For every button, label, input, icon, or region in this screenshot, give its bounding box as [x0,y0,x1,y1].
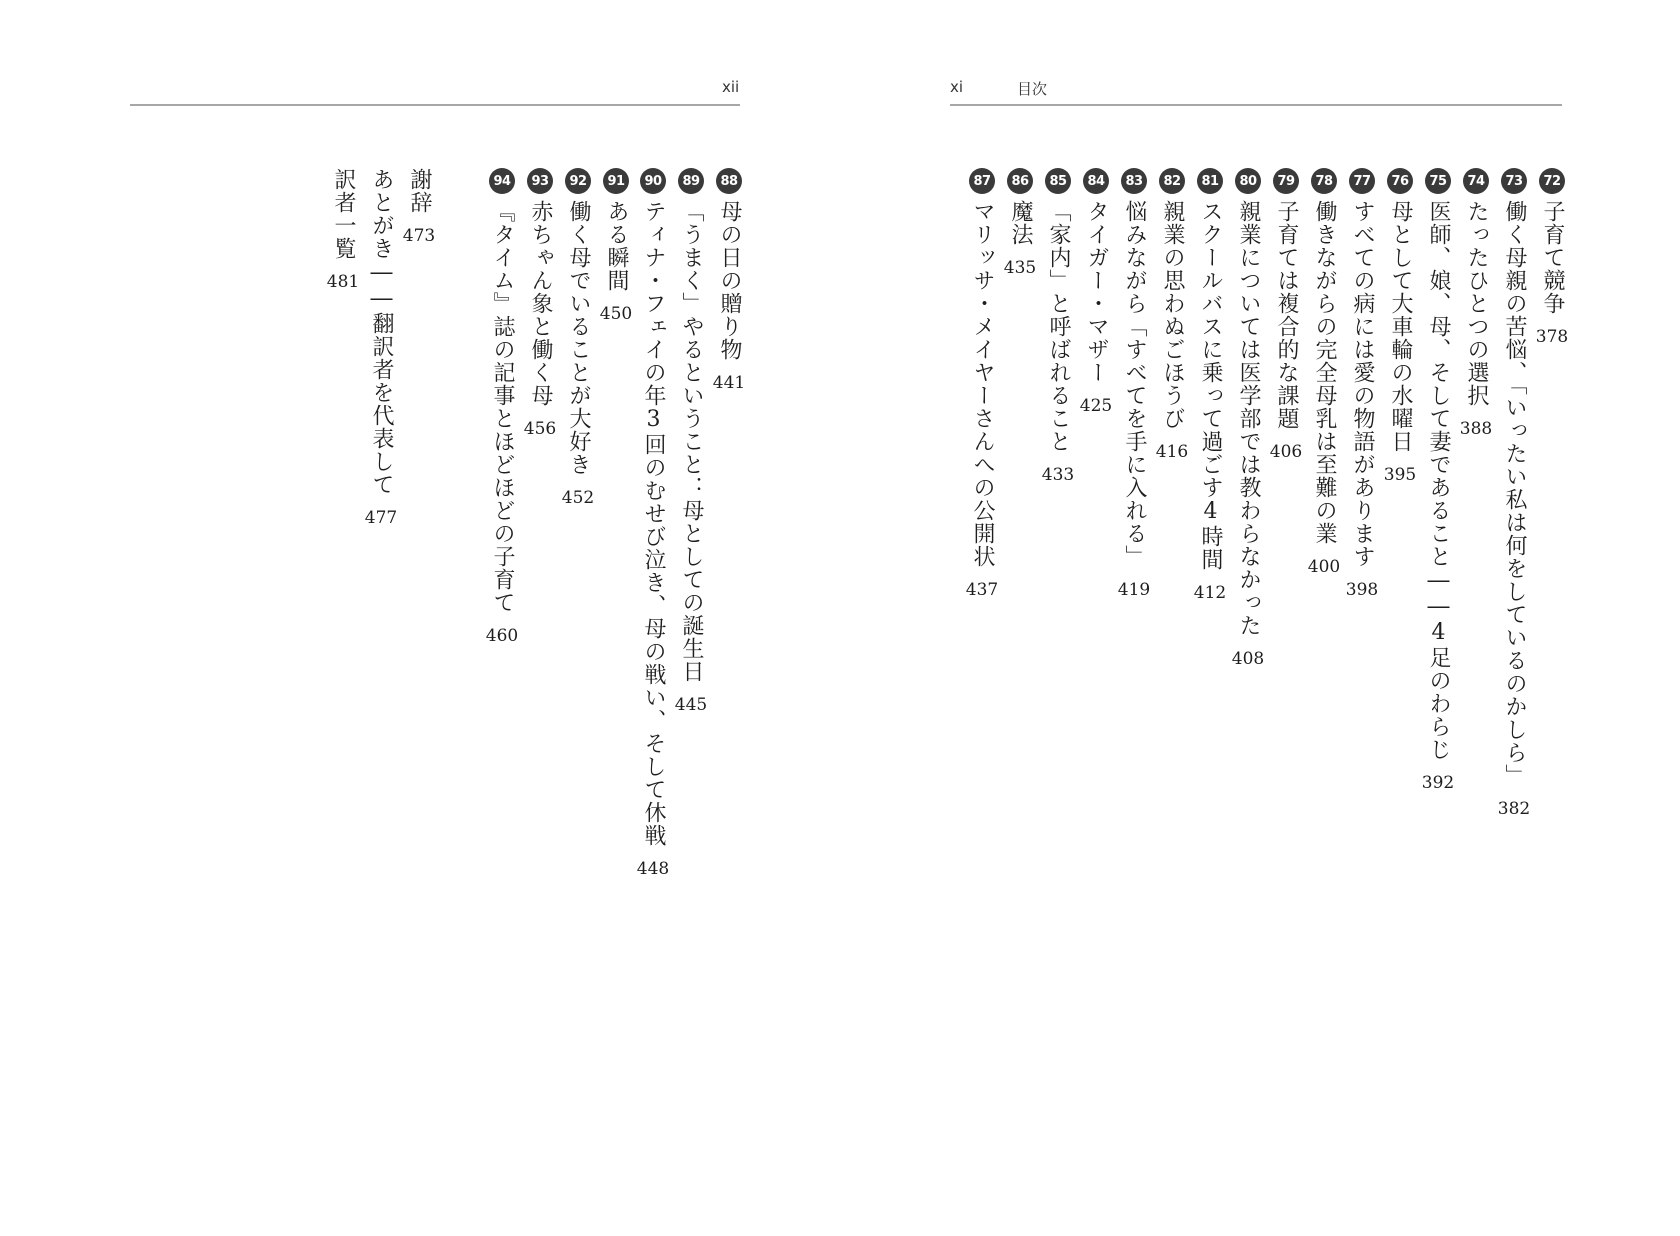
chapter-number-badge: 77 [1349,168,1375,194]
right-header-rule [950,104,1562,106]
chapter-number-badge: 90 [640,168,666,194]
toc-entry-82[interactable] [1157,168,1187,462]
toc-entry-94[interactable] [487,168,517,646]
toc-entry-79[interactable] [1271,168,1301,462]
chapter-number-badge: 85 [1045,168,1071,194]
page-number: 400 [1307,557,1341,577]
chapter-title: 魔法 [1008,200,1033,246]
toc-entry-74[interactable] [1461,168,1491,439]
toc-entry-translators[interactable] [328,168,358,292]
toc-entry-83[interactable] [1119,168,1149,600]
page-number: 419 [1117,580,1151,600]
toc-entry-87[interactable] [967,168,997,600]
chapter-number-badge: 83 [1121,168,1147,194]
page-number: 435 [1003,258,1037,278]
chapter-title: 働く母でいることが大好き [566,200,591,476]
chapter-title: 親業の思わぬごほうび [1160,200,1185,430]
chapter-title: 赤ちゃん象と働く母 [528,200,553,407]
running-head-title: 目次 [1017,80,1048,98]
toc-entry-90[interactable] [638,168,668,879]
left-header-rule [130,104,740,106]
chapter-title: 悩みながら「すべてを手に入れる」 [1122,200,1147,568]
chapter-title: 医師、娘、母、そして妻であること――4足のわらじ [1426,200,1451,761]
page-number: 437 [965,580,999,600]
toc-entry-86[interactable] [1005,168,1035,278]
toc-entry-91[interactable] [601,168,631,324]
chapter-number-badge: 88 [716,168,742,194]
right-folio: xi [950,78,964,96]
page-number: 456 [523,419,557,439]
page-number: 473 [402,226,436,246]
chapter-title: 働く母親の苦悩、「いったい私は何をしているのかしら」 [1502,200,1527,787]
toc-entry-89[interactable] [676,168,706,715]
toc-entry-80[interactable] [1233,168,1263,669]
page-number: 425 [1079,396,1113,416]
chapter-number-badge: 76 [1387,168,1413,194]
page-number: 481 [326,272,360,292]
chapter-number-badge: 86 [1007,168,1033,194]
chapter-number-badge: 75 [1425,168,1451,194]
chapter-number-badge: 81 [1197,168,1223,194]
chapter-title: たったひとつの選択 [1464,200,1489,407]
toc-entry-85[interactable] [1043,168,1073,485]
toc-entry-73[interactable] [1499,168,1529,819]
toc-entry-93[interactable] [525,168,555,439]
toc-entry-75[interactable] [1423,168,1453,793]
chapter-number-badge: 94 [489,168,515,194]
chapter-title: 「うまく」やるということ：母としての誕生日 [679,200,704,683]
chapter-title: 働きながらの完全母乳は至難の業 [1312,200,1337,545]
chapter-number-badge: 78 [1311,168,1337,194]
chapter-title: タイガー・マザー [1084,200,1109,384]
chapter-title: すべての病には愛の物語があります [1350,200,1375,568]
page-number: 450 [599,304,633,324]
toc-entry-81[interactable] [1195,168,1225,603]
page-number: 388 [1459,419,1493,439]
toc-entry-88[interactable] [714,168,744,393]
page-number: 378 [1535,327,1569,347]
page-number: 412 [1193,583,1227,603]
chapter-number-badge: 82 [1159,168,1185,194]
chapter-title: 母として大車輪の水曜日 [1388,200,1413,453]
page-number: 416 [1155,442,1189,462]
toc-entry-acknowledgements[interactable] [404,168,434,246]
page-number: 382 [1497,799,1531,819]
chapter-title: マリッサ・メイヤーさんへの公開状 [970,200,995,568]
page-number: 441 [712,373,746,393]
page-number: 460 [485,626,519,646]
chapter-title: ある瞬間 [604,200,629,292]
page-number: 445 [674,695,708,715]
back-matter-title: あとがき――翻訳者を代表して [369,168,394,496]
toc-entry-76[interactable] [1385,168,1415,485]
page-number: 477 [364,508,398,528]
page-number: 398 [1345,580,1379,600]
page-number: 395 [1383,465,1417,485]
chapter-number-badge: 80 [1235,168,1261,194]
page-number: 433 [1041,465,1075,485]
chapter-title: 子育ては複合的な課題 [1274,200,1299,430]
chapter-number-badge: 79 [1273,168,1299,194]
chapter-number-badge: 87 [969,168,995,194]
chapter-title: スクールバスに乗って過ごす4時間 [1198,200,1223,571]
chapter-number-badge: 89 [678,168,704,194]
page-number: 408 [1231,649,1265,669]
chapter-title: 「家内」と呼ばれること [1046,200,1071,453]
chapter-number-badge: 72 [1539,168,1565,194]
page-number: 452 [561,488,595,508]
chapter-number-badge: 91 [603,168,629,194]
toc-entry-77[interactable] [1347,168,1377,600]
chapter-number-badge: 92 [565,168,591,194]
page-number: 406 [1269,442,1303,462]
chapter-number-badge: 93 [527,168,553,194]
chapter-title: 母の日の贈り物 [717,200,742,361]
toc-entry-72[interactable] [1537,168,1567,347]
chapter-title: 親業については医学部では教わらなかった [1236,200,1261,637]
chapter-number-badge: 73 [1501,168,1527,194]
toc-entry-84[interactable] [1081,168,1111,416]
page-number: 448 [636,859,670,879]
page-number: 392 [1421,773,1455,793]
toc-entry-78[interactable] [1309,168,1339,577]
chapter-title: 『タイム』誌の記事とほどほどの子育て [490,200,515,614]
chapter-number-badge: 74 [1463,168,1489,194]
back-matter-title: 謝辞 [407,168,432,214]
toc-entry-afterword[interactable] [366,168,396,528]
back-matter-title: 訳者一覧 [331,168,356,260]
toc-entry-92[interactable] [563,168,593,508]
chapter-title: 子育て競争 [1540,200,1565,315]
chapter-title: ティナ・フェイの年3回のむせび泣き、母の戦い、そして休戦 [641,200,666,847]
chapter-number-badge: 84 [1083,168,1109,194]
left-folio: xii [722,78,740,96]
